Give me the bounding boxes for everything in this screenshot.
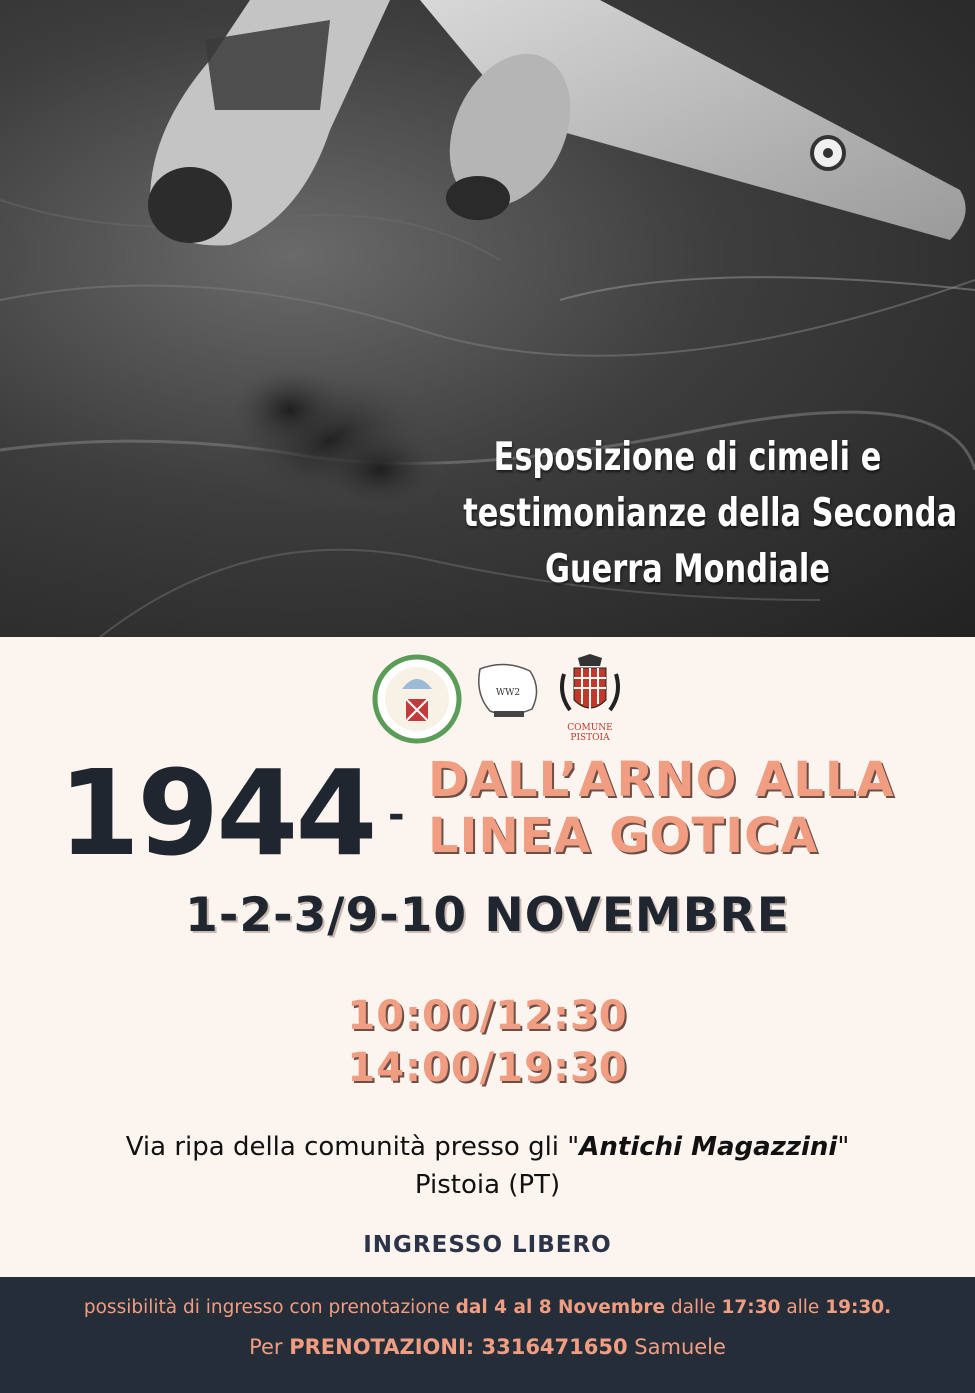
booking-contact-line: [0, 1335, 975, 1359]
booking-start-time: 17:30: [721, 1297, 781, 1318]
booking-phone: PRENOTAZIONI: 3316471650: [289, 1335, 628, 1359]
booking-dates: dal 4 al 8 Novembre: [455, 1297, 666, 1318]
morning-hours: 10:00/12:30: [347, 993, 628, 1039]
svg-text:WW2: WW2: [495, 688, 521, 698]
ww2-toscana-logo: [470, 659, 550, 729]
event-year: 1944: [58, 744, 375, 882]
address-suffix: ": [837, 1132, 850, 1162]
svg-text:PISTOIA: PISTOIA: [570, 733, 610, 743]
event-title: [428, 752, 895, 864]
address-city: Pistoia (PT): [414, 1170, 561, 1200]
hero-line-1: Esposizione di cimeli e: [493, 435, 882, 480]
venue-address: [0, 1128, 975, 1204]
address-prefix: Via ripa della comunità presso gli ": [125, 1132, 580, 1162]
event-title-line-1: DALL’ARNO ALLA: [428, 752, 895, 808]
opening-hours: [0, 990, 975, 1094]
hero-line-3: Guerra Mondiale: [544, 547, 830, 592]
address-line: [0, 1128, 975, 1166]
booking-end-time: 19:30.: [825, 1297, 892, 1318]
booking-from: dalle: [665, 1297, 722, 1318]
exhibition-description: [463, 430, 958, 598]
sezione-paracadutisti-logo: [372, 654, 462, 744]
sponsor-logos: [0, 654, 975, 746]
afternoon-hours: 14:00/19:30: [347, 1045, 628, 1091]
venue-name: Antichi Magazzini: [579, 1132, 838, 1162]
hero-line-2: testimonianze della Seconda: [463, 491, 958, 536]
booking-contact-name: Samuele: [627, 1335, 726, 1359]
svg-text:COMUNE: COMUNE: [567, 723, 613, 733]
hero-photo: [0, 0, 975, 637]
event-title-line-2: LINEA GOTICA: [428, 808, 819, 864]
booking-info-line: [0, 1297, 975, 1318]
free-entry-label: INGRESSO LIBERO: [363, 1232, 612, 1258]
booking-to: alle: [780, 1297, 826, 1318]
title-separator: -: [388, 792, 405, 838]
booking-contact-prefix: Per: [249, 1335, 290, 1359]
event-dates: 1-2-3/9-10 NOVEMBRE: [185, 888, 790, 943]
comune-di-pistoia-logo: [556, 654, 624, 746]
booking-footer: [0, 1277, 975, 1393]
booking-intro: possibilità di ingresso con prenotazione: [83, 1297, 456, 1318]
